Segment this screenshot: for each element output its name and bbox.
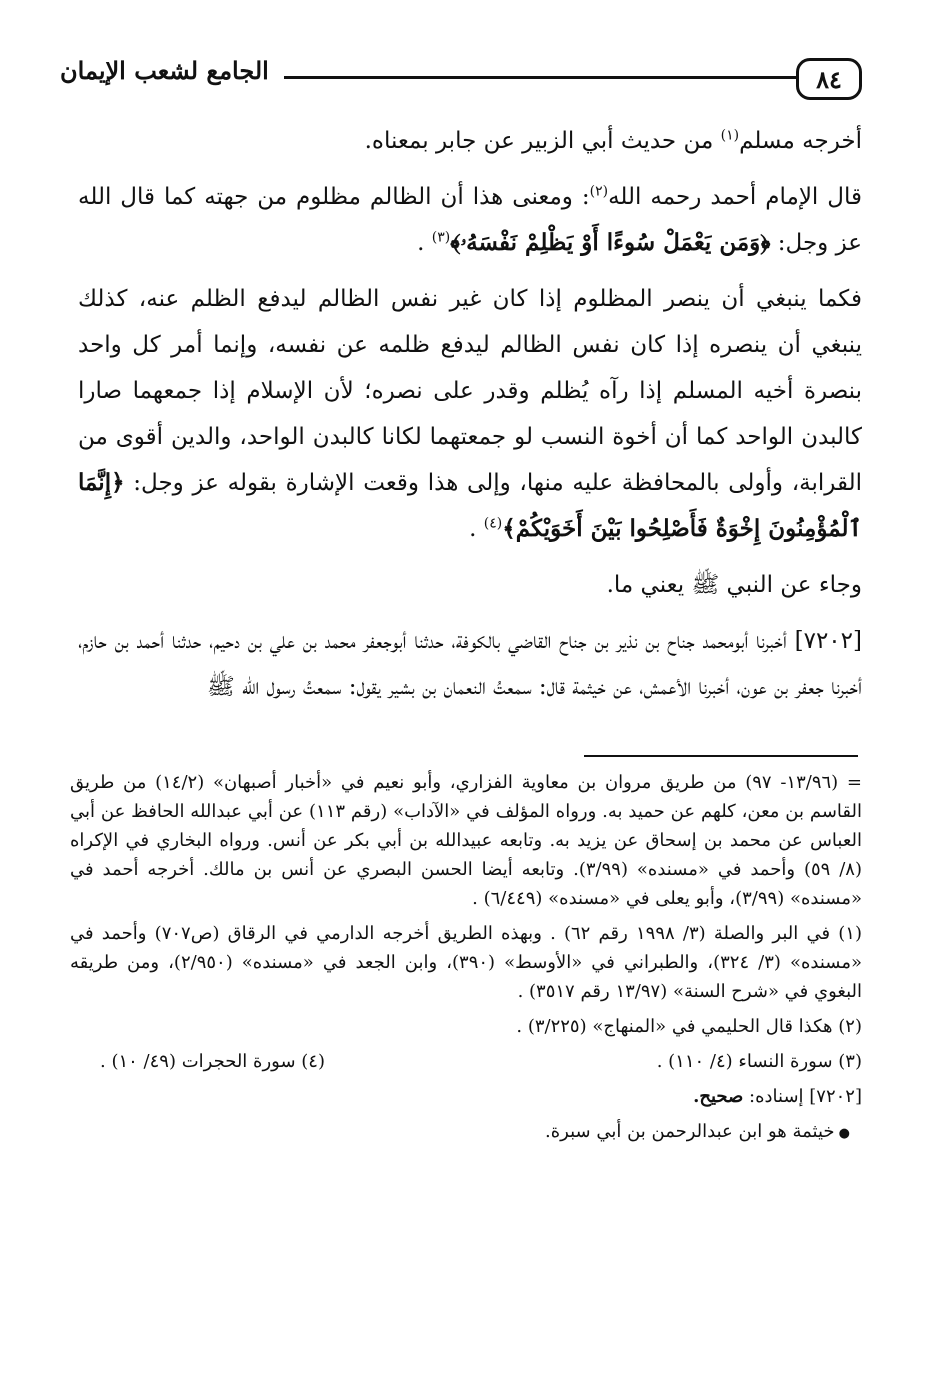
main-text bbox=[78, 118, 862, 720]
bullet-note bbox=[70, 1117, 862, 1148]
book-title: الجامع لشعب الإيمان bbox=[60, 56, 269, 85]
paragraph-text: . bbox=[417, 230, 432, 256]
bullet-text: ● خيثمة هو ابن عبدالرحمن بن أبي سبرة. bbox=[545, 1121, 850, 1142]
footnote-ref-1[interactable]: (١) bbox=[720, 127, 740, 144]
hadith-paragraph bbox=[78, 618, 862, 710]
paragraph-text: أخبرنا أبومحمد جناح بن نذير بن جناح القاضي بالكوفة، حدثنا أبوجعفر محمد بن علي بن دحيم، حدثنا أحمد بن حازم، أخبرنا جعفر بن عون، أخبرنا الأعمش، عن خيثمة قال: سمعتُ النعمان بن بشير يقول: سمعتُ رسول الله ﷺ bbox=[78, 628, 862, 700]
paragraph-text: فكما ينبغي أن ينصر المظلوم إذا كان غير نفس الظالم ليدفع الظلم عنه، كذلك ينبغي أن ينصره إذا كان نفس الظالم ليدفع ظلمه عن نفسه، وإنما أمر كل واحد بنصرة أخيه المسلم إذا رآه يُظلم وقدر على نصره؛ لأن الإسلام إذا جمعهما صارا كالبدن الواحد كما أن أخوة النسب لو جمعتهما لكانا كالبدن الواحد، والدين أقوى من القرابة، وأولى بالمحافظة عليه منها، وإلى هذا وقعت الإشارة بقوله عز وجل: bbox=[78, 286, 862, 496]
paragraph-text: قال الإمام أحمد رحمه الله bbox=[608, 184, 863, 210]
footnote-1: (١) في البر والصلة (٣/ ١٩٩٨ رقم ٦٢) . وبهذه الطريق أخرجه الدارمي في الرقاق (ص٧٠٧) وأحمد في «مسنده» (٣/ ٣٢٤)، والطبراني في «الأوسط» (٣٩٠)، وابن الجعد في «مسنده» (٢/٩٥٠)، ومن طريقه البغوي في «شرح السنة» (١٣/٩٧ رقم ٣٥١٧) . bbox=[70, 923, 863, 1002]
paragraph-4: وجاء عن النبي ﷺ يعني ما. bbox=[606, 572, 862, 598]
footnote-3: (٣) سورة النساء (٤/ ١١٠) . bbox=[656, 1051, 862, 1072]
quran-verse: ﴿وَمَن يَعْمَلْ سُوءًا أَوْ يَظْلِمْ نَفْسَهُۥ﴾ bbox=[450, 229, 771, 256]
footnote-ref-2[interactable]: (٢) bbox=[589, 183, 609, 200]
isnad-note bbox=[70, 1082, 862, 1111]
isnad-label: إسناده: bbox=[743, 1086, 810, 1107]
footnote-continuation: = (١٣/٩٦- ٩٧) من طريق مروان بن معاوية الفزاري، وأبو نعيم في «أخبار أصبهان» (١٤/٢) من طريق القاسم بن معن، كلهم عن حميد به. ورواه المؤلف في «الآداب» (رقم ١١٣) عن أبي عبدالله الحافظ عن أبي العباس عن محمد بن إسحاق عن يزيد به. وتابعه عبيدالله بن أبي بكر عن أنس. ورواه البخاري في الإكراه (٨/ ٥٩) وأحمد في «مسنده» (٣/٩٩). وتابعه أيضا الحسن البصري عن أنس بن مالك. أخرجه أحمد في «مسنده» (٣/٩٩)، وأبو يعلى في «مسنده» (٦/٤٤٩) . bbox=[70, 772, 863, 909]
isnad-grade: صحيح. bbox=[693, 1086, 744, 1107]
footnote-4: (٤) سورة الحجرات (٤٩/ ١٠) . bbox=[100, 1051, 325, 1072]
paragraph-text: من حديث أبي الزبير عن جابر بمعناه. bbox=[364, 128, 721, 154]
footnote-row bbox=[70, 1047, 862, 1076]
footnote-2: (٢) هكذا قال الحليمي في «المنهاج» (٣/٢٢٥) . bbox=[516, 1016, 862, 1037]
paragraph-text: أخرجه مسلم bbox=[739, 128, 862, 154]
quran-verse: ﴿إِنَّمَا ٱلْمُؤْمِنُونَ إِخْوَةٌ فَأَصْلِحُوا بَيْنَ أَخَوَيْكُمْ﴾ bbox=[78, 469, 862, 542]
footnotes bbox=[70, 768, 862, 1154]
paragraph-text: . bbox=[469, 516, 484, 542]
hadith-number: [٧٢٠٢] bbox=[794, 628, 862, 654]
paragraph-1 bbox=[78, 118, 862, 164]
footnote-ref-4[interactable]: (٤) bbox=[483, 515, 503, 532]
page-header bbox=[60, 40, 870, 110]
paragraph-text: : ومعنى هذا أن الظالم مظلوم من جهته كما قال الله عز وجل: bbox=[78, 184, 862, 256]
paragraph-2 bbox=[78, 174, 862, 266]
header-rule bbox=[284, 76, 796, 79]
paragraph-3 bbox=[78, 276, 862, 552]
page-number: ٨٤ bbox=[796, 58, 862, 100]
footnote-ref-3[interactable]: (٣) bbox=[431, 229, 451, 246]
isnad-number: [٧٢٠٢] bbox=[809, 1086, 862, 1107]
footnote-rule bbox=[584, 755, 858, 757]
